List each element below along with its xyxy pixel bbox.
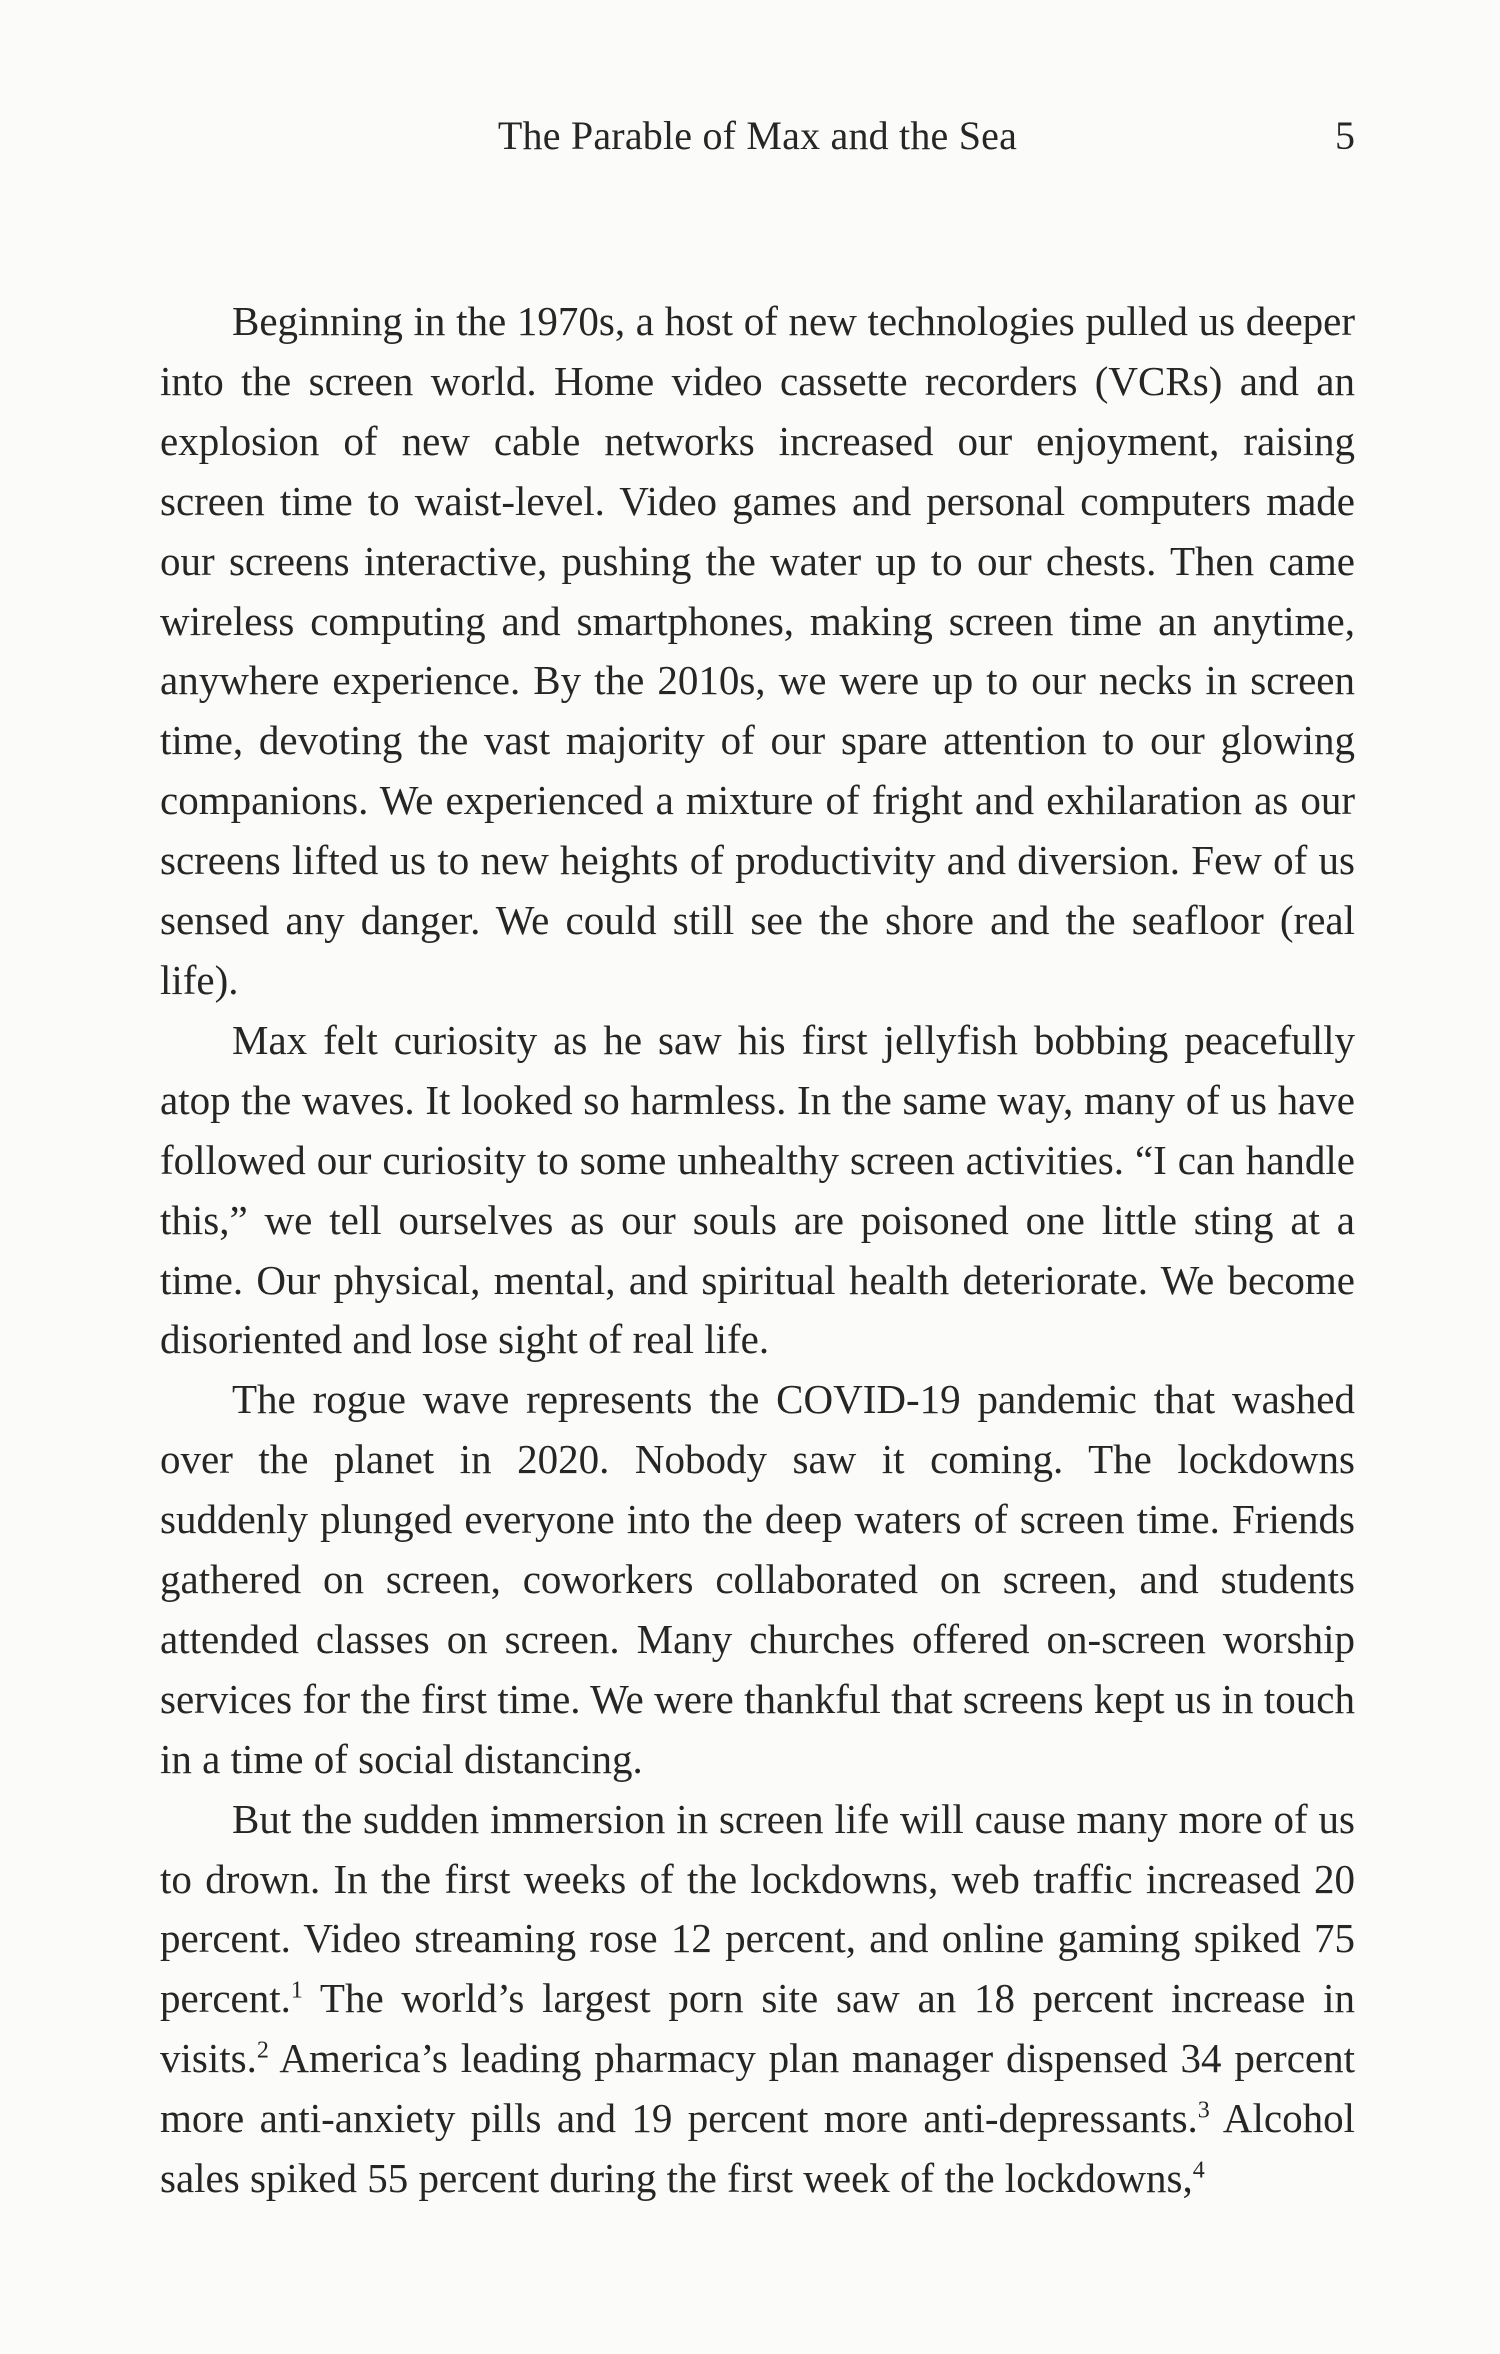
running-head — [160, 108, 1355, 168]
paragraph-4 — [160, 1790, 1355, 2209]
footnote-ref-4: 4 — [1192, 2157, 1205, 2184]
paragraph-2: Max felt curiosity as he saw his first jellyfish bobbing peacefully atop the waves. It looked so harmless. In the same way, many of us have followed our curiosity to some unhealthy screen activities. “I can handle this,” we tell ourselves as our souls are poisoned one little sting at a time. Our physical, mental, and spiritual health deteriorate. We become disoriented and lose sight of real life. — [160, 1016, 1355, 1363]
page-number: 5 — [1335, 113, 1355, 158]
paragraph-1: Beginning in the 1970s, a host of new technologies pulled us deeper into the screen world. Home video cassette recorders (VCRs) and an explosion of new cable networks increased our enjoyment, raising screen time to waist-level. Video games and personal computers made our screens interactive, pushing the water up to our chests. Then came wireless computing and smartphones, making screen time an anytime, anywhere experience. By the 2010s, we were up to our necks in screen time, devoting the vast majority of our spare attention to our glowing companions. We experienced a mixture of fright and exhilaration as our screens lifted us to new heights of productivity and diversion. Few of us sensed any danger. We could still see the shore and the seafloor (real life). — [160, 298, 1355, 1003]
paragraph-3: The rogue wave represents the COVID-19 pandemic that washed over the planet in 2020. Nobody saw it coming. The lockdowns suddenly plunged everyone into the deep waters of screen time. Friends gathered on screen, coworkers collaborated on screen, and students attended classes on screen. Many churches offered on-screen worship services for the first time. We were thankful that screens kept us in touch in a time of social distancing. — [160, 1376, 1355, 1782]
body-text — [160, 292, 1355, 2209]
running-title: The Parable of Max and the Sea — [497, 113, 1018, 158]
paragraph-4-sentence-3: America’s leading pharmacy plan manager dispensed 34 percent more anti-anxiety pills and 19 percent more anti-depressants. — [160, 2035, 1355, 2142]
paragraph-4-sentence-1: But the sudden immersion in screen life will cause many more of us to drown. In the first weeks of the lockdowns, web traffic increased 20 percent. Video streaming rose 12 percent, and online gaming spiked 75 percent. — [160, 1795, 1355, 2022]
footnote-ref-1: 1 — [290, 1977, 303, 2004]
footnote-ref-3: 3 — [1197, 2097, 1210, 2124]
paragraph-4-sentence-4: Alcohol sales spiked 55 percent during the first week of the lockdowns, — [160, 2095, 1356, 2202]
paragraph-4-sentence-2: The world’s largest porn site saw an 18 percent increase in visits. — [160, 1975, 1355, 2082]
footnote-ref-2: 2 — [256, 2037, 269, 2064]
